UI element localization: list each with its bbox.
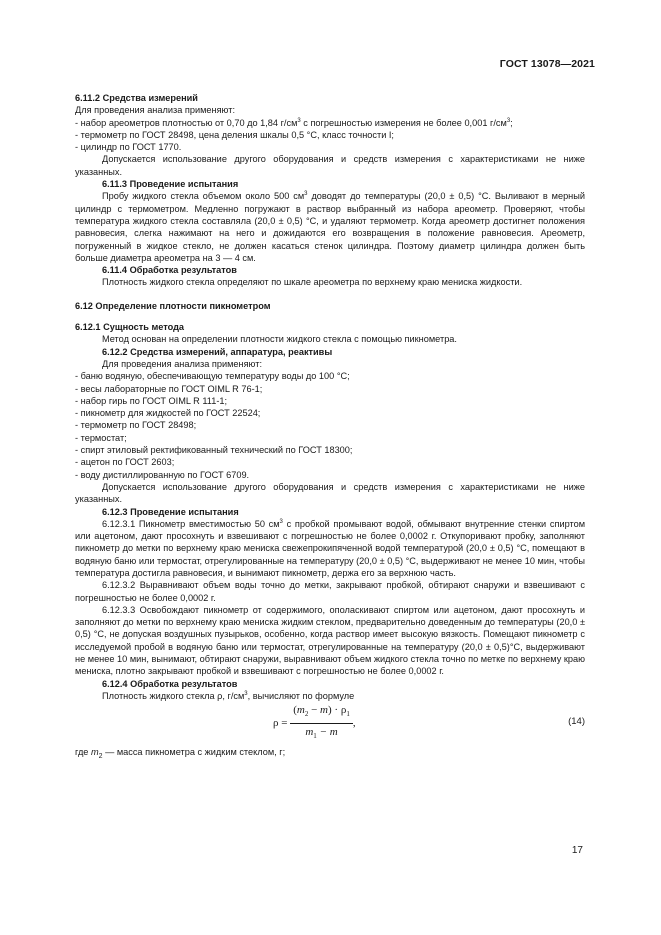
list-item: - термометр по ГОСТ 28498; [75, 420, 197, 431]
formula-comma: , [352, 717, 356, 730]
item-hydrometer-set: - набор ареометров плотностью от 0,70 до 1,84 $г/см^3$ с погрешностью измерения не более 0,001 $г/см^3$; [75, 117, 513, 128]
section-6-12-1-title: 6.12.1 Сущность метода [75, 322, 185, 333]
paragraph-6-12-3-2: 6.12.3.2 Выравнивают объем воды точно до метки, закрывают пробкой, обтирают снаружи и взвешивают с погрешностью не более 0,0002 г. [75, 580, 585, 603]
section-6-11-4-title: 6.11.4 Обработка результатов [102, 265, 237, 276]
list-item: - спирт этиловый ректификованный технический по ГОСТ 18300; [75, 445, 353, 456]
list-item: - весы лабораторные по ГОСТ OIML R 76-1; [75, 383, 263, 394]
density-formula [75, 704, 585, 744]
formula-number: (14) [568, 716, 585, 728]
document-id: ГОСТ 13078—2021 [499, 58, 595, 70]
where-clause: где $m_2$ — масса пикнометра с жидким стеклом, г; [75, 747, 286, 761]
list-item: - воду дистиллированную по ГОСТ 6709. [75, 469, 250, 480]
section-6-11-2-intro: Для проведения анализа применяют: [75, 105, 235, 116]
paragraph-6-12-3-3: 6.12.3.3 Освобождают пикнометр от содержимого, ополаскивают спиртом или ацетоном, дают просохнуть и заполняют до метки по верхнему краю мениска жидким стеклом, предварительно доведенным до температуры (20,0 ± 0,5) °С, не допуская воздушных пузырьков, особенно, когда раствор имеет высокую вязкость. Помещают пикнометр с исследуемой пробой в водяную баню или термостат, отрегулированные на температуру (20,0 ± 0,5)°С, выдерживают не менее 10 мин, вынимают, обтирают снаружи, выравнивают объем жидкого стекла точно по метке по верхнему краю мениска, плотно закрывают пробкой и взвешивают с погрешностью не более 0,0002 г. [75, 604, 585, 677]
section-6-12-2-note: Допускается использование другого оборудования и средств измерения с характеристиками не ниже указанных. [75, 481, 585, 505]
section-6-12-4-text: Плотность жидкого стекла ρ, $г/см^3$, вычисляют по формуле [102, 690, 355, 701]
formula-denominator: $m_1 - m$ [305, 725, 338, 740]
item-cylinder: - цилиндр по ГОСТ 1770. [75, 142, 182, 153]
section-6-12-2-intro: Для проведения анализа применяют: [102, 358, 262, 369]
list-item: - пикнометр для жидкостей по ГОСТ 22524; [75, 408, 261, 419]
section-6-11-4-text: Плотность жидкого стекла определяют по шкале ареометра по верхнему краю мениска жидкости. [102, 277, 523, 288]
list-item: - набор гирь по ГОСТ OIML R 111-1; [75, 395, 228, 406]
section-6-12-2-title: 6.12.2 Средства измерений, аппаратура, реактивы [102, 346, 333, 357]
document-body [75, 92, 585, 763]
formula-expression [273, 704, 356, 742]
section-6-12-4-title: 6.12.4 Обработка результатов [102, 678, 238, 689]
paragraph-6-12-3-1: 6.12.3.1 Пикнометр вместимостью 50 $см^3$ с пробкой промывают водой, обмывают внутренние стенки спиртом или ацетоном, дают просохнуть и взвешивают с погрешностью не более 0,0002 г. Откупоривают пробку, заполняют пикнометр до метки по верхнему краю мениска свежепрокипяченной водой температурой (20,0 ± 0,5) °С, помещают в водяную баню или термостат, отрегулированные на температуру (20,0 ± 0,5) °С, выдерживают не менее 10 мин, чтобы температура достигла равновесия, и вынимают пикнометр, держа его за верхнюю часть. [75, 518, 586, 578]
list-item: - термостат; [75, 432, 127, 443]
section-6-11-2-note: Допускается использование другого оборудования и средств измерения с характеристиками не ниже указанных. [75, 154, 585, 177]
list-item: - ацетон по ГОСТ 2603; [75, 457, 175, 468]
section-6-12-1-text: Метод основан на определении плотности жидкого стекла с помощью пикнометра. [102, 334, 457, 345]
page-number: 17 [571, 845, 583, 856]
formula-numerator: $(m_2 - m) \cdot \rho_1$ [290, 704, 353, 723]
section-6-11-2-title: 6.11.2 Средства измерений [75, 93, 198, 103]
section-6-11-3-title: 6.11.3 Проведение испытания [102, 179, 239, 190]
formula-fraction [290, 704, 353, 742]
section-6-12-title: 6.12 Определение плотности пикнометром [75, 300, 271, 311]
section-6-11-3-text: Пробу жидкого стекла объемом около 500 $см^3$ доводят до температуры (20,0 ± 0,5) °С. Выливают в мерный цилиндр с термометром. Медленно погружают в раствор выбранный из набора ареометр. Проверяют, чтобы температура жидкого стекла составляла (20,0 ± 0,5) °С, и удаляют термометр. Когда ареометр достигнет положения равновесия, слегка нажимают на него и дожидаются его возвращения в положение равновесия. Ареометр, погруженный в жидкое стекло, не должен касаться стенок цилиндра. Поэтому диаметр цилиндра должен быть больше диаметра ареометра на 3 — 4 см. [75, 191, 585, 263]
item-thermometer: - термометр по ГОСТ 28498, цена деления шкалы 0,5 °С, класс точности I; [75, 129, 394, 140]
formula-lhs: ρ = [273, 717, 288, 730]
list-item: - баню водяную, обеспечивающую температуру воды до 100 °С; [75, 371, 350, 382]
section-6-12-3-title: 6.12.3 Проведение испытания [102, 506, 239, 517]
